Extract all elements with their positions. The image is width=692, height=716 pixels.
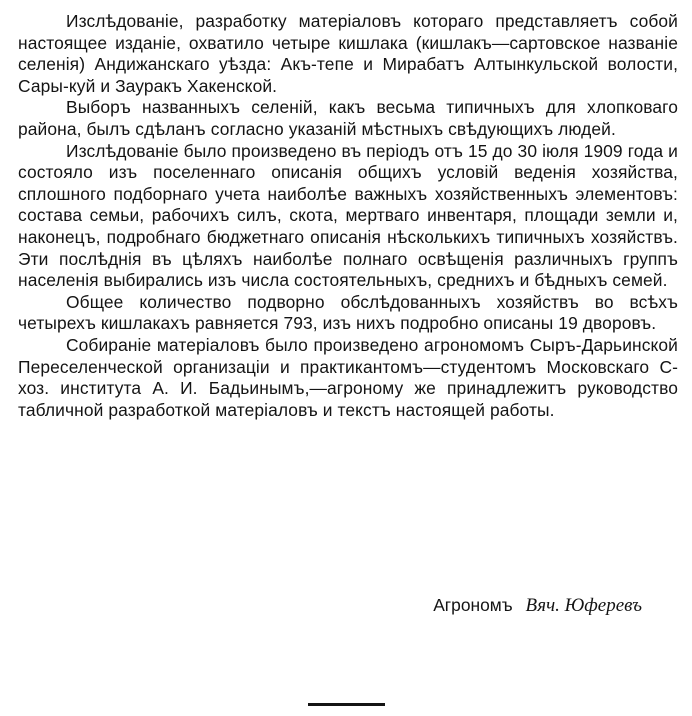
paragraph-household-count: Общее количество подворно обслѣдованныхъ хозяйствъ во всѣхъ четырехъ кишлакахъ равняется 793, изъ нихъ подробно описаны 19 дворовъ. xyxy=(18,291,678,334)
signature-name: Вяч. Юферевъ xyxy=(525,595,642,616)
signature-block xyxy=(433,594,642,617)
paragraph-survey-scope: Изслѣдованіе, разработку матеріаловъ котораго представляетъ собой настоящее изданіе, охватило четыре кишлака (кишлакъ—сартовское названіе селенія) Андижанскаго уѣзда: Акъ-тепе и Мирабатъ Алтынкульской волости, Сары-куй и Зауракъ Хакенской. xyxy=(18,11,678,96)
paragraph-survey-period: Изслѣдованіе было произведено въ періодъ отъ 15 до 30 іюля 1909 года и состояло изъ поселеннаго описанія общихъ условій веденія хозяйства, сплошного подборнаго учета наиболѣе важныхъ хозяйственныхъ элементовъ: состава семьи, рабочихъ силъ, скота, мертваго инвентаря, площади земли и, наконецъ, подробнаго бюджетнаго описанія нѣсколькихъ типичныхъ хозяйствъ. Эти послѣднія въ цѣляхъ наиболѣе полнаго освѣщенія различныхъ группъ населенія выбирались изъ числа состоятельныхъ, среднихъ и бѣдныхъ семей. xyxy=(18,140,678,291)
body-text xyxy=(18,11,678,421)
signature-title: Агрономъ xyxy=(433,595,513,615)
paragraph-material-collection: Собираніе матеріаловъ было произведено агрономомъ Сыръ-Дарьинской Переселенческой организаціи и практикантомъ—студентомъ Московскаго С-хоз. института А. И. Бадьинымъ,—агроному же принадлежитъ руководство табличной разработкой матеріаловъ и текстъ настоящей работы. xyxy=(18,334,678,420)
closing-rule xyxy=(308,703,385,706)
paragraph-village-selection: Выборъ названныхъ селеній, какъ весьма типичныхъ для хлопковаго района, былъ сдѣланъ согласно указаній мѣстныхъ свѣдующихъ людей. xyxy=(18,97,678,139)
